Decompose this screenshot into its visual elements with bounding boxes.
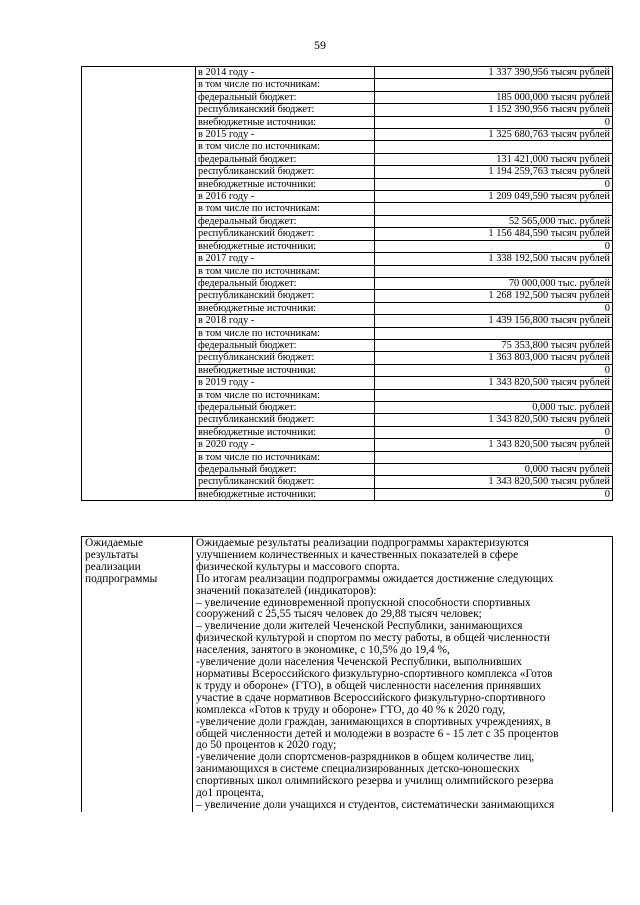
results-text-line: участие в сдаче нормативов Всероссийского физкультурно-спортивного bbox=[196, 691, 546, 704]
expected-results-row bbox=[82, 537, 613, 812]
funding-label: в том числе по источникам: bbox=[196, 265, 375, 277]
results-label-line: результаты bbox=[85, 548, 139, 561]
funding-value: 0 bbox=[375, 116, 613, 128]
expected-results-table bbox=[81, 536, 613, 812]
funding-value: 1 343 820,500 тысяч рублей bbox=[375, 377, 613, 389]
funding-value: 185 000,000 тысяч рублей bbox=[375, 91, 613, 103]
funding-label: в 2018 году - bbox=[196, 315, 375, 327]
results-text-line: значений показателей (индикаторов): bbox=[196, 584, 377, 597]
funding-label: в том числе по источникам: bbox=[196, 451, 375, 463]
results-text-line: населения, занятого в экономике, с 10,5% до 19,4 %, bbox=[196, 644, 450, 657]
funding-label: федеральный бюджет: bbox=[196, 215, 375, 227]
funding-value: 1 325 680,763 тысяч рублей bbox=[375, 129, 613, 141]
funding-value: 1 209 049,590 тысяч рублей bbox=[375, 191, 613, 203]
funding-value: 1 337 390,956 тысяч рублей bbox=[375, 67, 613, 79]
funding-label: республиканский бюджет: bbox=[196, 290, 375, 302]
results-text-line: улучшением количественных и качественных показателей в сфере bbox=[196, 548, 519, 561]
results-text-line: общей численности детей и молодежи в возрасте 6 - 15 лет с 35 процентов bbox=[196, 727, 559, 740]
funding-label: федеральный бюджет: bbox=[196, 401, 375, 413]
funding-value: 0 bbox=[375, 488, 613, 500]
funding-value: 0 bbox=[375, 426, 613, 438]
funding-value: 1 343 820,500 тысяч рублей bbox=[375, 476, 613, 488]
funding-value: 1 343 820,500 тысяч рублей bbox=[375, 439, 613, 451]
funding-value bbox=[375, 141, 613, 153]
funding-table bbox=[81, 66, 613, 501]
funding-value bbox=[375, 451, 613, 463]
funding-label: в 2020 году - bbox=[196, 439, 375, 451]
funding-label: федеральный бюджет: bbox=[196, 153, 375, 165]
results-text-line: физической культурой и спортом по месту работы, в общей численности bbox=[196, 632, 550, 645]
funding-value: 0 bbox=[375, 302, 613, 314]
funding-value: 75 353,800 тысяч рублей bbox=[375, 339, 613, 351]
funding-label: внебюджетные источники: bbox=[196, 178, 375, 190]
expected-results-label bbox=[82, 537, 193, 812]
funding-label: в том числе по источникам: bbox=[196, 327, 375, 339]
funding-label: республиканский бюджет: bbox=[196, 352, 375, 364]
funding-value: 0,000 тыс. рублей bbox=[375, 401, 613, 413]
results-text-line: – увеличение доли учащихся и студентов, систематически занимающихся bbox=[196, 798, 555, 811]
results-label-line: подпрограммы bbox=[85, 572, 158, 585]
funding-label: внебюджетные источники: bbox=[196, 488, 375, 500]
funding-label: республиканский бюджет: bbox=[196, 476, 375, 488]
funding-label: в том числе по источникам: bbox=[196, 389, 375, 401]
funding-label: в 2016 году - bbox=[196, 191, 375, 203]
funding-label: внебюджетные источники: bbox=[196, 364, 375, 376]
funding-value: 1 156 484,590 тысяч рублей bbox=[375, 228, 613, 240]
funding-label: федеральный бюджет: bbox=[196, 91, 375, 103]
results-label-line: реализации bbox=[85, 560, 141, 573]
funding-value: 1 338 192,500 тысяч рублей bbox=[375, 253, 613, 265]
funding-value: 1 439 156,800 тысяч рублей bbox=[375, 315, 613, 327]
funding-label: республиканский бюджет: bbox=[196, 414, 375, 426]
page-number: 59 bbox=[314, 38, 326, 52]
funding-value: 1 363 803,000 тысяч рублей bbox=[375, 352, 613, 364]
funding-label: в том числе по источникам: bbox=[196, 79, 375, 91]
results-text-line: – увеличение единовременной пропускной способности спортивных bbox=[196, 596, 531, 609]
funding-row bbox=[82, 67, 613, 79]
results-text-line: -увеличение доли населения Чеченской Республики, выполнивших bbox=[196, 656, 522, 669]
results-text-line: до 50 процентов к 2020 году; bbox=[196, 739, 337, 752]
funding-value: 1 152 390,956 тысяч рублей bbox=[375, 104, 613, 116]
funding-value: 70 000,000 тыс. рублей bbox=[375, 277, 613, 289]
results-text-line: -увеличение доли спортсменов-разрядников в общем количестве лиц, bbox=[196, 751, 535, 764]
results-text-line: физической культуры и массового спорта. bbox=[196, 560, 400, 573]
funding-value: 1 194 259,763 тысяч рублей bbox=[375, 166, 613, 178]
funding-value: 1 343 820,500 тысяч рублей bbox=[375, 414, 613, 426]
results-text-line: нормативы Всероссийского физкультурно-спортивного комплекса «Готов bbox=[196, 667, 553, 680]
funding-value: 1 268 192,500 тысяч рублей bbox=[375, 290, 613, 302]
funding-value: 131 421,000 тысяч рублей bbox=[375, 153, 613, 165]
funding-label: внебюджетные источники: bbox=[196, 240, 375, 252]
funding-value bbox=[375, 203, 613, 215]
results-text-line: Ожидаемые результаты реализации подпрограммы характеризуются bbox=[196, 537, 529, 549]
funding-label: федеральный бюджет: bbox=[196, 339, 375, 351]
funding-label: федеральный бюджет: bbox=[196, 277, 375, 289]
funding-value bbox=[375, 389, 613, 401]
funding-value: 0,000 тысяч рублей bbox=[375, 464, 613, 476]
funding-value: 0 bbox=[375, 178, 613, 190]
funding-label: в том числе по источникам: bbox=[196, 141, 375, 153]
results-text-line: -увеличение доли граждан, занимающихся в спортивных учреждениях, в bbox=[196, 715, 551, 728]
funding-value bbox=[375, 265, 613, 277]
results-text-line: сооружений с 25,55 тысяч человек до 29,88 тысяч человек; bbox=[196, 608, 482, 621]
funding-label: республиканский бюджет: bbox=[196, 104, 375, 116]
funding-value bbox=[375, 327, 613, 339]
funding-label: в 2019 году - bbox=[196, 377, 375, 389]
results-text-line: спортивных школ олимпийского резерва и училищ олимпийского резерва bbox=[196, 775, 554, 788]
funding-label: в 2014 году - bbox=[196, 67, 375, 79]
funding-label: внебюджетные источники: bbox=[196, 116, 375, 128]
funding-label: республиканский бюджет: bbox=[196, 228, 375, 240]
funding-label: в 2017 году - bbox=[196, 253, 375, 265]
results-label-line: Ожидаемые bbox=[85, 537, 144, 549]
results-text-line: до1 процента, bbox=[196, 787, 264, 800]
results-text-line: комплекса «Готов к труду и обороне» ГТО, до 40 % к 2020 году, bbox=[196, 703, 506, 716]
funding-label: в том числе по источникам: bbox=[196, 203, 375, 215]
funding-label: внебюджетные источники: bbox=[196, 426, 375, 438]
results-text-line: – увеличение доли жителей Чеченской Республики, занимающихся bbox=[196, 620, 523, 633]
expected-results-text bbox=[193, 537, 613, 812]
funding-label: федеральный бюджет: bbox=[196, 464, 375, 476]
funding-label: внебюджетные источники: bbox=[196, 302, 375, 314]
funding-value: 0 bbox=[375, 240, 613, 252]
funding-left-cell bbox=[82, 67, 196, 501]
funding-value: 52 565,000 тыс. рублей bbox=[375, 215, 613, 227]
results-text-line: к труду и обороне» (ГТО), в общей численности населения принявших bbox=[196, 679, 542, 692]
results-text-line: занимающихся в системе специализированных детско-юношеских bbox=[196, 763, 520, 776]
funding-label: в 2015 году - bbox=[196, 129, 375, 141]
funding-value: 0 bbox=[375, 364, 613, 376]
results-text-line: По итогам реализации подпрограммы ожидается достижение следующих bbox=[196, 572, 554, 585]
funding-value bbox=[375, 79, 613, 91]
funding-label: республиканский бюджет: bbox=[196, 166, 375, 178]
